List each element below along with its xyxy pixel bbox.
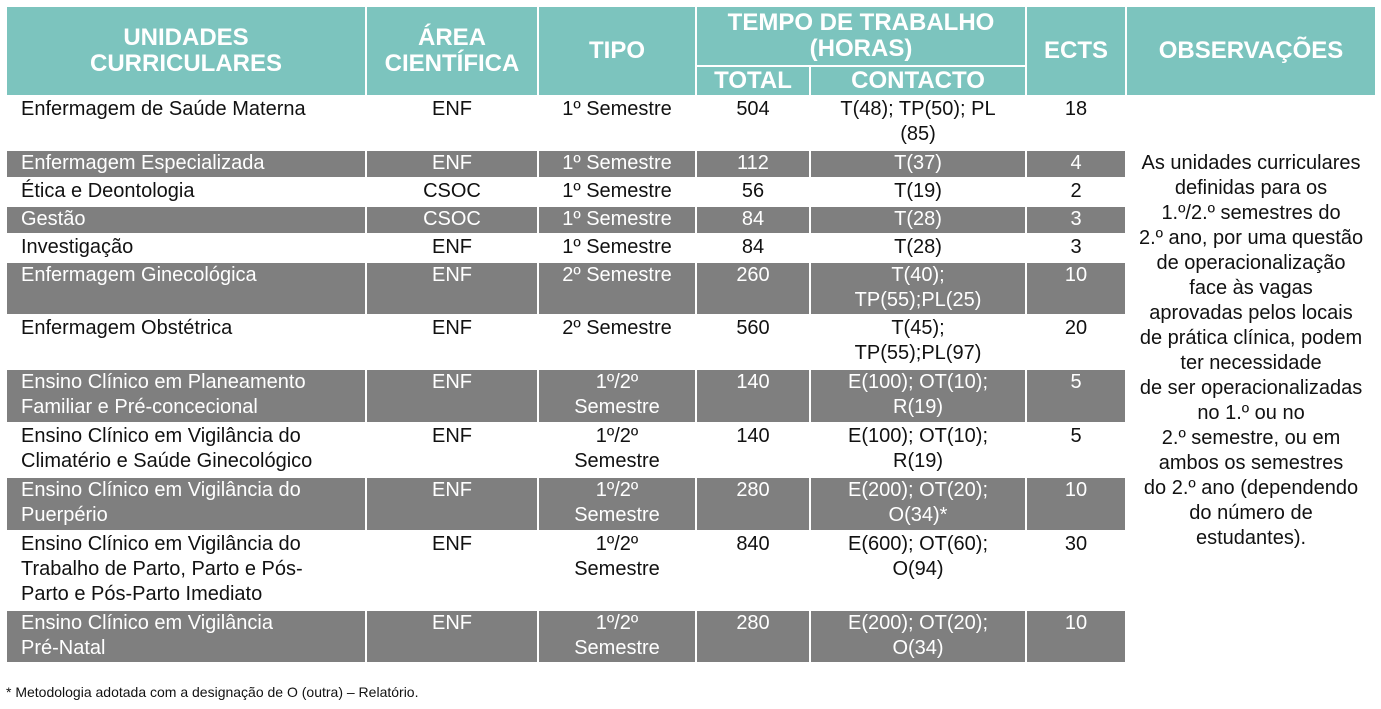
area-cell: ENF bbox=[366, 96, 538, 150]
footnote: * Metodologia adotada com a designação de O (outra) – Relatório. bbox=[6, 684, 419, 700]
area-cell: ENF bbox=[366, 150, 538, 178]
tipo-cell: 1º Semestre bbox=[538, 206, 696, 234]
contacto-cell: T(37) bbox=[810, 150, 1026, 178]
total-cell: 840 bbox=[696, 531, 810, 610]
tipo-cell: 1º/2º Semestre bbox=[538, 477, 696, 531]
unit-name: Gestão bbox=[6, 206, 366, 234]
ects-cell: 10 bbox=[1026, 262, 1126, 315]
total-cell: 280 bbox=[696, 610, 810, 663]
header-total: TOTAL bbox=[696, 66, 810, 96]
area-cell: ENF bbox=[366, 369, 538, 423]
tipo-cell: 1º/2º Semestre bbox=[538, 369, 696, 423]
area-cell: CSOC bbox=[366, 206, 538, 234]
total-cell: 140 bbox=[696, 369, 810, 423]
unit-name: Enfermagem Obstétrica bbox=[6, 315, 366, 369]
header-area: ÁREA CIENTÍFICA bbox=[366, 6, 538, 96]
header-observacoes: OBSERVAÇÕES bbox=[1126, 6, 1376, 96]
tipo-cell: 2º Semestre bbox=[538, 262, 696, 315]
ects-cell: 5 bbox=[1026, 423, 1126, 477]
contacto-cell: E(100); OT(10); R(19) bbox=[810, 369, 1026, 423]
table-row bbox=[6, 96, 1376, 150]
tipo-cell: 1º/2º Semestre bbox=[538, 423, 696, 477]
contacto-cell: T(19) bbox=[810, 178, 1026, 206]
header-ects: ECTS bbox=[1026, 6, 1126, 96]
total-cell: 84 bbox=[696, 234, 810, 262]
total-cell: 112 bbox=[696, 150, 810, 178]
contacto-cell: E(100); OT(10); R(19) bbox=[810, 423, 1026, 477]
tipo-cell: 1º Semestre bbox=[538, 96, 696, 150]
unit-name: Investigação bbox=[6, 234, 366, 262]
tipo-cell: 1º Semestre bbox=[538, 234, 696, 262]
tipo-cell: 1º/2º Semestre bbox=[538, 610, 696, 663]
observacoes-text: As unidades curriculares definidas para os 1.º/2.º semestres do 2.º ano, por uma questão de operacionalização face às vagas aprovadas pelos locais de prática clínica, podem ter necessidade de ser operacionalizadas no 1.º ou no 2.º semestre, ou em ambos os semestres do 2.º ano (dependendo do número de estudantes). bbox=[1126, 150, 1376, 663]
unit-name: Enfermagem Especializada bbox=[6, 150, 366, 178]
curricular-units-table bbox=[5, 5, 1377, 664]
header-unidades: UNIDADES CURRICULARES bbox=[6, 6, 366, 96]
unit-name: Ensino Clínico em Vigilância Pré-Natal bbox=[6, 610, 366, 663]
contacto-cell: E(600); OT(60); O(94) bbox=[810, 531, 1026, 610]
unit-name: Ensino Clínico em Vigilância do Puerpério bbox=[6, 477, 366, 531]
table-row bbox=[6, 150, 1376, 178]
header-tempo: TEMPO DE TRABALHO (HORAS) bbox=[696, 6, 1026, 66]
table-body bbox=[6, 96, 1376, 663]
total-cell: 84 bbox=[696, 206, 810, 234]
contacto-cell: T(28) bbox=[810, 234, 1026, 262]
ects-cell: 18 bbox=[1026, 96, 1126, 150]
area-cell: ENF bbox=[366, 531, 538, 610]
total-cell: 140 bbox=[696, 423, 810, 477]
ects-cell: 3 bbox=[1026, 206, 1126, 234]
ects-cell: 5 bbox=[1026, 369, 1126, 423]
area-cell: ENF bbox=[366, 234, 538, 262]
unit-name: Enfermagem de Saúde Materna bbox=[6, 96, 366, 150]
unit-name: Ensino Clínico em Vigilância do Trabalho de Parto, Parto e Pós- Parto e Pós-Parto Imediato bbox=[6, 531, 366, 610]
area-cell: ENF bbox=[366, 610, 538, 663]
unit-name: Enfermagem Ginecológica bbox=[6, 262, 366, 315]
total-cell: 280 bbox=[696, 477, 810, 531]
total-cell: 560 bbox=[696, 315, 810, 369]
contacto-cell: T(40); TP(55);PL(25) bbox=[810, 262, 1026, 315]
ects-cell: 10 bbox=[1026, 610, 1126, 663]
ects-cell: 20 bbox=[1026, 315, 1126, 369]
ects-cell: 4 bbox=[1026, 150, 1126, 178]
unit-name: Ensino Clínico em Vigilância do Climatério e Saúde Ginecológico bbox=[6, 423, 366, 477]
ects-cell: 2 bbox=[1026, 178, 1126, 206]
observacoes-empty bbox=[1126, 96, 1376, 150]
ects-cell: 10 bbox=[1026, 477, 1126, 531]
area-cell: ENF bbox=[366, 315, 538, 369]
header-tipo: TIPO bbox=[538, 6, 696, 96]
tipo-cell: 1º Semestre bbox=[538, 178, 696, 206]
area-cell: ENF bbox=[366, 477, 538, 531]
total-cell: 504 bbox=[696, 96, 810, 150]
unit-name: Ensino Clínico em Planeamento Familiar e Pré-concecional bbox=[6, 369, 366, 423]
contacto-cell: E(200); OT(20); O(34) bbox=[810, 610, 1026, 663]
area-cell: CSOC bbox=[366, 178, 538, 206]
total-cell: 56 bbox=[696, 178, 810, 206]
tipo-cell: 1º/2º Semestre bbox=[538, 531, 696, 610]
header-contacto: CONTACTO bbox=[810, 66, 1026, 96]
contacto-cell: E(200); OT(20); O(34)* bbox=[810, 477, 1026, 531]
ects-cell: 3 bbox=[1026, 234, 1126, 262]
tipo-cell: 2º Semestre bbox=[538, 315, 696, 369]
tipo-cell: 1º Semestre bbox=[538, 150, 696, 178]
contacto-cell: T(28) bbox=[810, 206, 1026, 234]
area-cell: ENF bbox=[366, 262, 538, 315]
ects-cell: 30 bbox=[1026, 531, 1126, 610]
area-cell: ENF bbox=[366, 423, 538, 477]
contacto-cell: T(48); TP(50); PL (85) bbox=[810, 96, 1026, 150]
contacto-cell: T(45); TP(55);PL(97) bbox=[810, 315, 1026, 369]
total-cell: 260 bbox=[696, 262, 810, 315]
unit-name: Ética e Deontologia bbox=[6, 178, 366, 206]
